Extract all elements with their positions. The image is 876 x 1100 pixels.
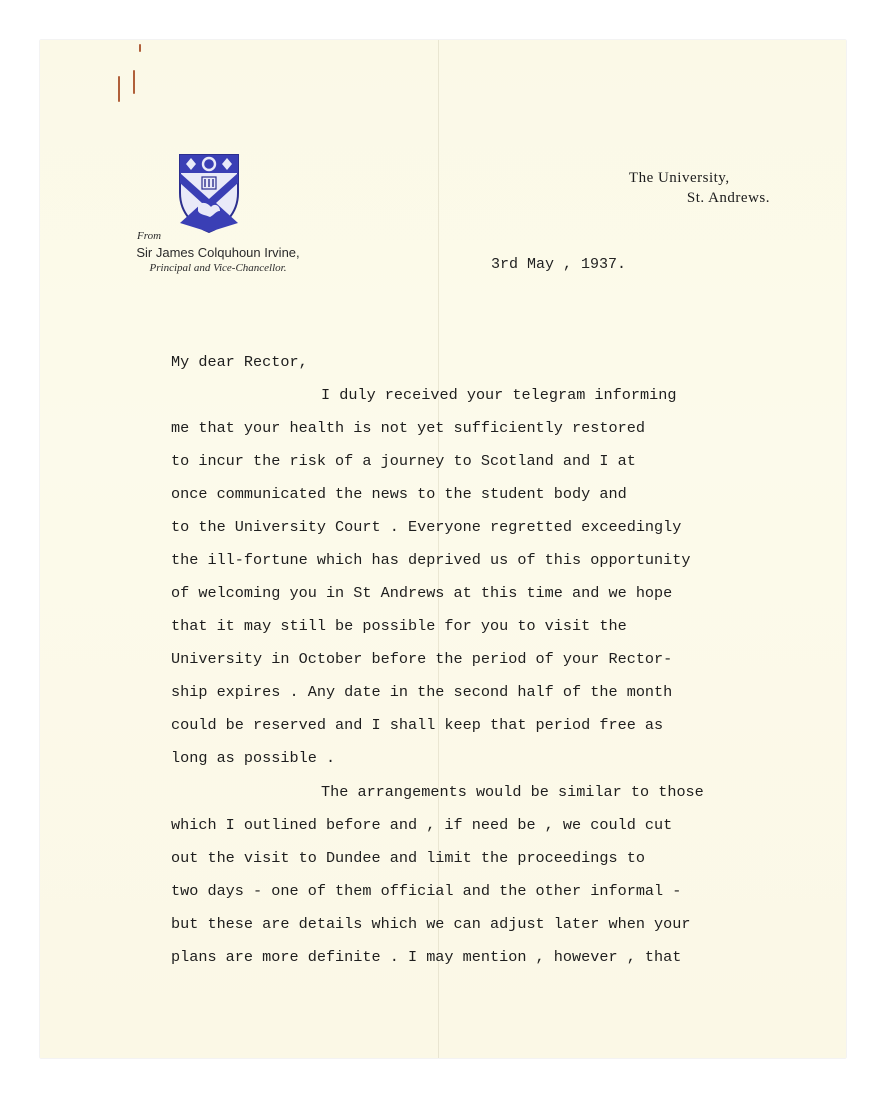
body-line: could be reserved and I shall keep that period free as — [171, 716, 664, 734]
body-line: University in October before the period of your Rector- — [171, 650, 673, 668]
body-line: which I outlined before and , if need be , we could cut — [171, 816, 673, 834]
address-line-2: St. Andrews. — [686, 190, 770, 206]
sender-name: Sir James Colquhoun Irvine, — [136, 245, 300, 260]
letter-paper — [40, 40, 846, 1058]
body-line: that it may still be possible for you to visit the — [171, 617, 627, 635]
sender-block — [108, 230, 328, 274]
rust-mark — [118, 76, 120, 102]
body-line: out the visit to Dundee and limit the proceedings to — [171, 849, 645, 867]
rust-mark — [133, 70, 135, 94]
letter-date: 3rd May , 1937. — [491, 256, 627, 273]
body-line: to incur the risk of a journey to Scotland and I at — [171, 452, 636, 470]
from-label: From — [137, 230, 162, 242]
body-line: I duly received your telegram informing — [321, 386, 677, 404]
body-line: two days - one of them official and the other informal - — [171, 882, 682, 900]
body-line: ship expires . Any date in the second half of the month — [171, 683, 673, 701]
paper-fold-line — [438, 40, 439, 1058]
body-line: once communicated the news to the student body and — [171, 485, 627, 503]
body-line: The arrangements would be similar to those — [321, 783, 704, 801]
salutation: My dear Rector, — [171, 353, 308, 371]
body-line: me that your health is not yet sufficiently restored — [171, 419, 645, 437]
university-address — [629, 170, 770, 207]
body-line: plans are more definite . I may mention , however , that — [171, 948, 682, 966]
body-line: to the University Court . Everyone regretted exceedingly — [171, 518, 682, 536]
body-line: long as possible . — [171, 749, 336, 767]
body-line: the ill-fortune which has deprived us of this opportunity — [171, 551, 691, 569]
address-line-1: The University, — [628, 170, 730, 186]
sender-title: Principal and Vice-Chancellor. — [149, 262, 287, 274]
body-line: of welcoming you in St Andrews at this time and we hope — [171, 584, 673, 602]
rust-mark — [139, 44, 141, 52]
body-line: but these are details which we can adjust later when your — [171, 915, 691, 933]
university-crest-icon — [178, 153, 240, 233]
